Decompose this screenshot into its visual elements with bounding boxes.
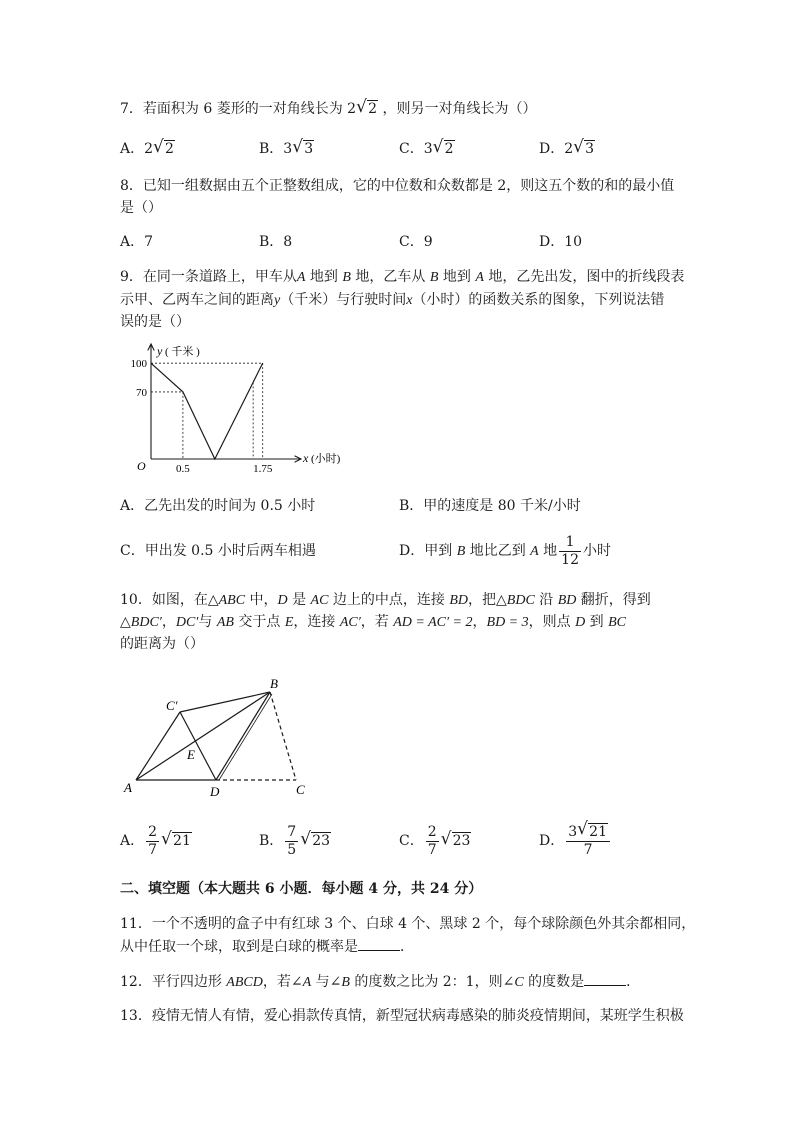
q10-stem-line1: 10．如图，在△ABC 中，D 是 AC 边上的中点，连接 BD，把△BDC 沿 BD 翻折，得到 [120, 592, 651, 608]
q10-stem-line2: △BDC′，DC′与 AB 交于点 E，连接 AC′，若 AD = AC′ = 2，BD = 3，则点 D 到 BC [120, 614, 626, 630]
q11-stem-line2: 从中任取一个球，取到是白球的概率是 ． [120, 936, 414, 957]
y-axis-var: y [157, 344, 163, 358]
origin-label: O [137, 459, 146, 473]
label-C: C [296, 782, 305, 797]
q7-option-c: C．3 √ 2 [399, 137, 454, 157]
q11-stem-line1: 11．一个不透明的盒子中有红球 3 个、白球 4 个、黑球 2 个，每个球除颜色外其余都相同， [120, 916, 696, 932]
x-tick-1.75: 1.75 [253, 463, 273, 473]
q7-option-b: B．3 √ 3 [259, 137, 314, 157]
q10-stem-line3: 的距离为（） [120, 636, 204, 652]
label-D: D [210, 784, 220, 799]
q8-option-c: C．9 [399, 234, 433, 250]
distance-time-chart [125, 338, 365, 473]
y-axis-unit: ( 千米 ) [165, 346, 200, 358]
tick-labels [131, 358, 273, 473]
q7-stem: 7．若面积为 6 菱形的一对角线长为 2 √ 2 ，则另一对角线长为（） [120, 97, 537, 117]
segment-C1D [180, 712, 216, 780]
label-B: B [270, 676, 278, 691]
label-A: A [124, 780, 132, 795]
y-tick-100: 100 [130, 358, 147, 371]
segment-BD-shadow [219, 694, 272, 780]
q10-option-a: A． $\frac{2}{7}$ √ 21 [120, 823, 191, 858]
q8-stem-line1: 8．已知一组数据由五个正整数组成，它的中位数和众数都是 2，则这五个数的和的最小值 [120, 178, 675, 194]
q9-fraction: $\frac{1}{12}$ [561, 533, 579, 568]
q10-option-d: D． 3 √ 21 7 [539, 822, 612, 860]
segment-C1B [180, 692, 270, 712]
segment-AC1 [136, 712, 180, 780]
label-E: E [187, 747, 195, 762]
q8-option-b: B．8 [259, 234, 293, 250]
q11-answer-blank[interactable] [358, 936, 400, 951]
q12-answer-blank[interactable] [584, 971, 626, 986]
label-C-prime: C′ [166, 698, 178, 713]
q9-stem-line1: 9．在同一条道路上，甲车从A 地到 B 地，乙车从 B 地到 A 地，乙先出发，图中的折线段表 [120, 269, 685, 285]
triangle-fold-figure [120, 672, 320, 800]
x-tick-0.5: 0.5 [176, 463, 190, 473]
q9-stem-line2: 示甲、乙两车之间的距离y（千米）与行驶时间x（小时）的函数关系的图象，下列说法错 [120, 292, 665, 308]
q9-option-a: A．乙先出发的时间为 0.5 小时 [120, 498, 316, 514]
segment-BC-dashed [270, 692, 296, 780]
q7-diagonal: 2 √ 2 [347, 97, 378, 117]
y-tick-70: 70 [136, 386, 147, 399]
q9-option-b: B．甲的速度是 80 千米/小时 [399, 498, 581, 514]
distance-line [151, 363, 263, 459]
q10-option-c: C． $\frac{2}{7}$ √ 23 [399, 823, 471, 858]
q12-stem: 12．平行四边形 ABCD，若∠A 与∠B 的度数之比为 2：1，则∠C 的度数是 ． [120, 971, 640, 993]
q9-option-d: D．甲到 B 地比乙到 A 地 $\frac{1}{12}$ 小时 [399, 533, 611, 568]
q10-option-b: B． $\frac{7}{5}$ √ 23 [259, 823, 331, 858]
segment-BD [216, 692, 270, 780]
q8-option-d: D．10 [539, 234, 583, 250]
q13-stem-line1: 13．疫情无情人有情，爱心捐款传真情，新型冠状病毒感染的肺炎疫情期间，某班学生积极 [120, 1008, 684, 1024]
q9-option-c: C．甲出发 0.5 小时后两车相遇 [120, 543, 316, 559]
segment-AB [136, 692, 270, 780]
q7-option-a: A．2 √ 2 [120, 137, 174, 157]
x-axis-var: x [303, 451, 309, 465]
q7-option-d: D．2 √ 3 [539, 137, 595, 157]
x-axis-unit: (小时) [311, 453, 341, 465]
section-2-heading: 二、填空题（本大题共 6 小题．每小题 4 分，共 24 分） [120, 881, 483, 897]
q8-stem-line2: 是（） [120, 200, 162, 216]
q8-option-a: A．7 [120, 234, 154, 250]
q9-stem-line3: 误的是（） [120, 314, 190, 330]
